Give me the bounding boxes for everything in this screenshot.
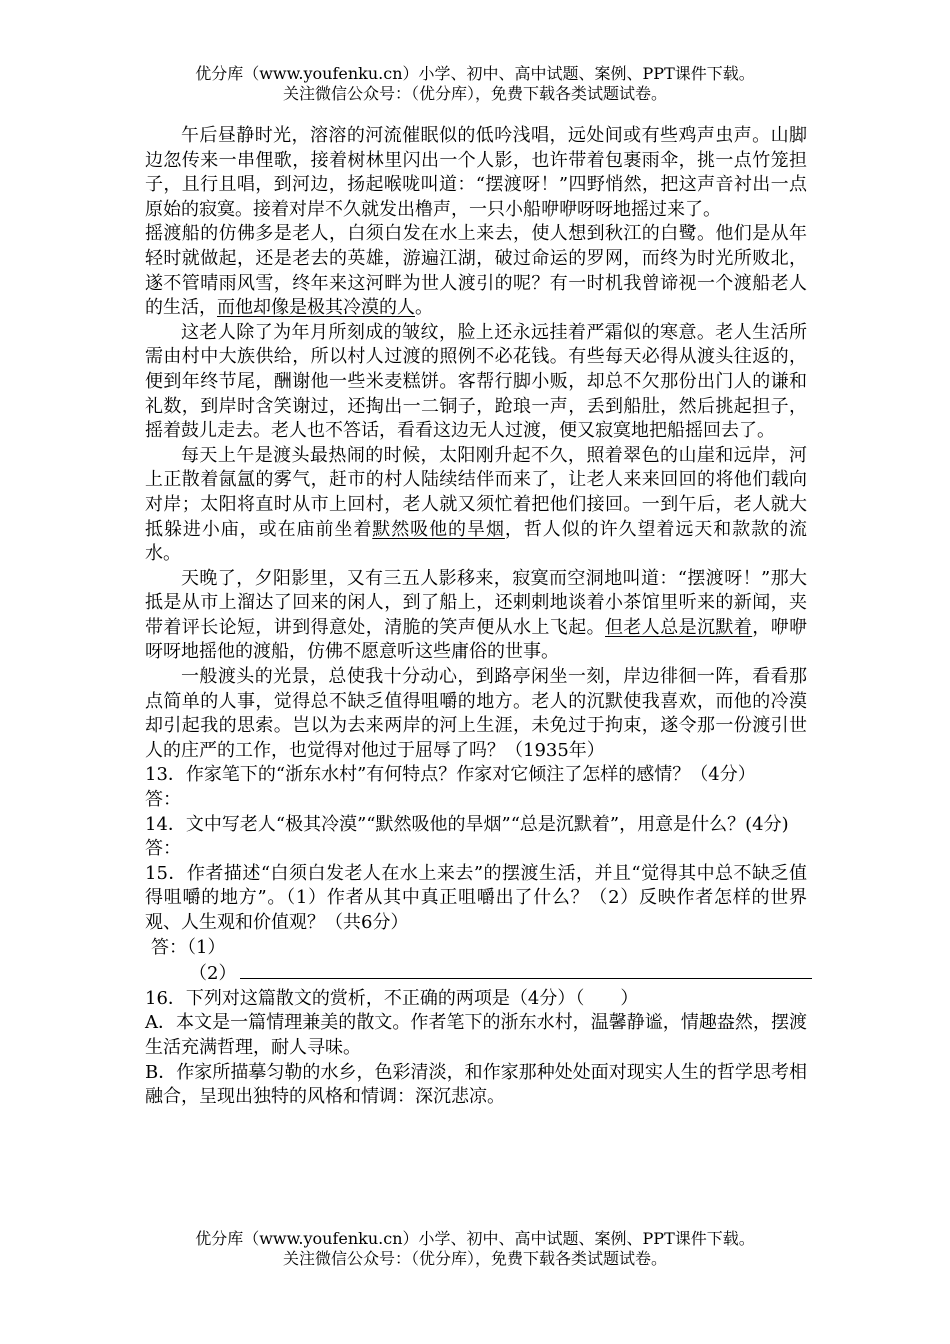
question-14-answer: 答： (145, 838, 181, 860)
passage-paragraph-6: 一般渡头的光景，总使我十分动心，到路亭闲坐一刻，岸边徘徊一阵，看看那点简单的人事，觉得总不缺乏值得咀嚼的地方。老人的沉默使我喜欢，而他的冷漠却引起我的思索。岂以为去来两岸的河上生涯，未免过于拘束，遂令那一份渡引世人的庄严的工作，也觉得对他过于屈辱了吗？（1935年） (145, 666, 807, 761)
page-header (0, 64, 950, 104)
passage-paragraph-5-end: ，咿咿呀呀地摇他的渡船，仿佛不愿意听这些庸俗的世事。 (145, 616, 808, 663)
passage-paragraph-5 (145, 567, 807, 665)
question-15: 15．作者描述“白须白发老人在水上来去”的摆渡生活，并且“觉得其中总不缺乏值得咀嚼的地方”。（1）作者从其中真正咀嚼出了什么？（2）反映作者怎样的世界观、人生观和价值观？（共6分） (145, 862, 807, 933)
page-footer (0, 1229, 950, 1269)
footer-line-1: 优分库（www.youfenku.cn）小学、初中、高中试题、案例、PPT课件下载。 (195, 1229, 755, 1248)
question-15-answer-1: 答：（1） (151, 936, 226, 958)
header-line-2: 关注微信公众号：（优分库），免费下载各类试题试卷。 (282, 84, 667, 103)
question-13: 13．作家笔下的“浙东水村”有何特点？作家对它倾注了怎样的感情？（4分） (145, 764, 756, 786)
question-15-answer-2-label: （2） (189, 963, 237, 985)
question-15-answer-2 (145, 960, 807, 987)
passage-paragraph-2-end: 。 (415, 297, 433, 319)
passage-paragraph-1: 午后昼静时光，溶溶的河流催眠似的低吟浅唱，远处间或有些鸡声虫声。山脚边忽传来一串俚歌，接着树林里闪出一个人影，也许带着包裹雨伞，挑一点竹笼担子，且行且唱，到河边，扬起喉咙叫道：“摆渡呀！”四野悄然，把这声音衬出一点原始的寂寞。接着对岸不久就发出橹声，一只小船咿咿呀呀地摇过来了。 (145, 125, 807, 220)
question-16-option-b: B．作家所描摹匀勒的水乡，色彩清淡，和作家那种处处面对现实人生的哲学思考相融合，呈现出独特的风格和情调：深沉悲凉。 (145, 1061, 807, 1108)
question-14: 14．文中写老人“极其冷漠”“默然吸他的旱烟”“总是沉默着”，用意是什么？(4分) (145, 813, 789, 835)
passage-paragraph-2 (145, 222, 807, 320)
question-13-answer: 答： (145, 789, 181, 811)
passage-paragraph-3: 这老人除了为年月所刻成的皱纹，脸上还永远挂着严霜似的寒意。老人生活所需由村中大族供给，所以村人过渡的照例不必花钱。有些每天必得从渡头往返的，便到年终节尾，酬谢他一些米麦糕饼。客帮行脚小贩，却总不欠那份出门人的谦和礼数，到岸时含笑谢过，还掏出一二铜子，跄琅一声，丢到船肚，然后挑起担子，摇着鼓儿走去。老人也不答话，看看这边无人过渡，便又寂寞地把船摇回去了。 (145, 321, 807, 442)
answer-blank-line[interactable] (240, 960, 812, 979)
passage-paragraph-2-text: 摇渡船的仿佛多是老人，白须白发在水上来去，使人想到秋江的白鹭。他们是从年轻时就做起，还是老去的英雄，游遍江湖，破过命运的罗网，而终为时光所败北，遂不管晴雨风雪，终年来这河畔为世人渡引的呢？有一时机我曾谛视一个渡船老人的生活， (145, 223, 807, 319)
passage-paragraph-4-text: 每天上午是渡头最热闹的时候，太阳刚升起不久，照着翠色的山崖和远岸，河上正散着氤氲的雾气，赶市的村人陆续结伴而来了，让老人来来回回的将他们载向对岸；太阳将直时从市上回村，老人就又须忙着把他们接回。一到午后，老人就大抵躲进小庙，或在庙前坐着 (145, 444, 807, 540)
underlined-phrase-silent: 但老人总是沉默着 (605, 616, 753, 638)
question-16: 16．下列对这篇散文的赏析，不正确的两项是（4分）（ ） (145, 987, 639, 1009)
footer-line-2: 关注微信公众号：（优分库），免费下载各类试题试卷。 (282, 1249, 667, 1268)
header-line-1: 优分库（www.youfenku.cn）小学、初中、高中试题、案例、PPT课件下载。 (195, 64, 755, 83)
underlined-phrase-smoking: 默然吸他的旱烟 (372, 518, 505, 540)
document-body (145, 124, 807, 1110)
passage-paragraph-4-end: ，哲人似的许久望着远天和款款的流水。 (145, 518, 808, 565)
question-16-option-a: A．本文是一篇情理兼美的散文。作者笔下的浙东水村，温馨静谧，情趣盎然，摆渡生活充满哲理，耐人寻味。 (145, 1012, 807, 1058)
passage-paragraph-4 (145, 444, 807, 567)
underlined-phrase-cold: 而他却像是极其冷漠的人 (217, 297, 415, 319)
passage-paragraph-5-text: 天晚了，夕阳影里，又有三五人影移来，寂寞而空洞地叫道：“摆渡呀！”那大抵是从市上溜达了回来的闲人，到了船上，还剌剌地谈着小茶馆里听来的新闻，夹带着评长论短，讲到得意处，清脆的笑声便从水上飞起。 (145, 567, 807, 638)
